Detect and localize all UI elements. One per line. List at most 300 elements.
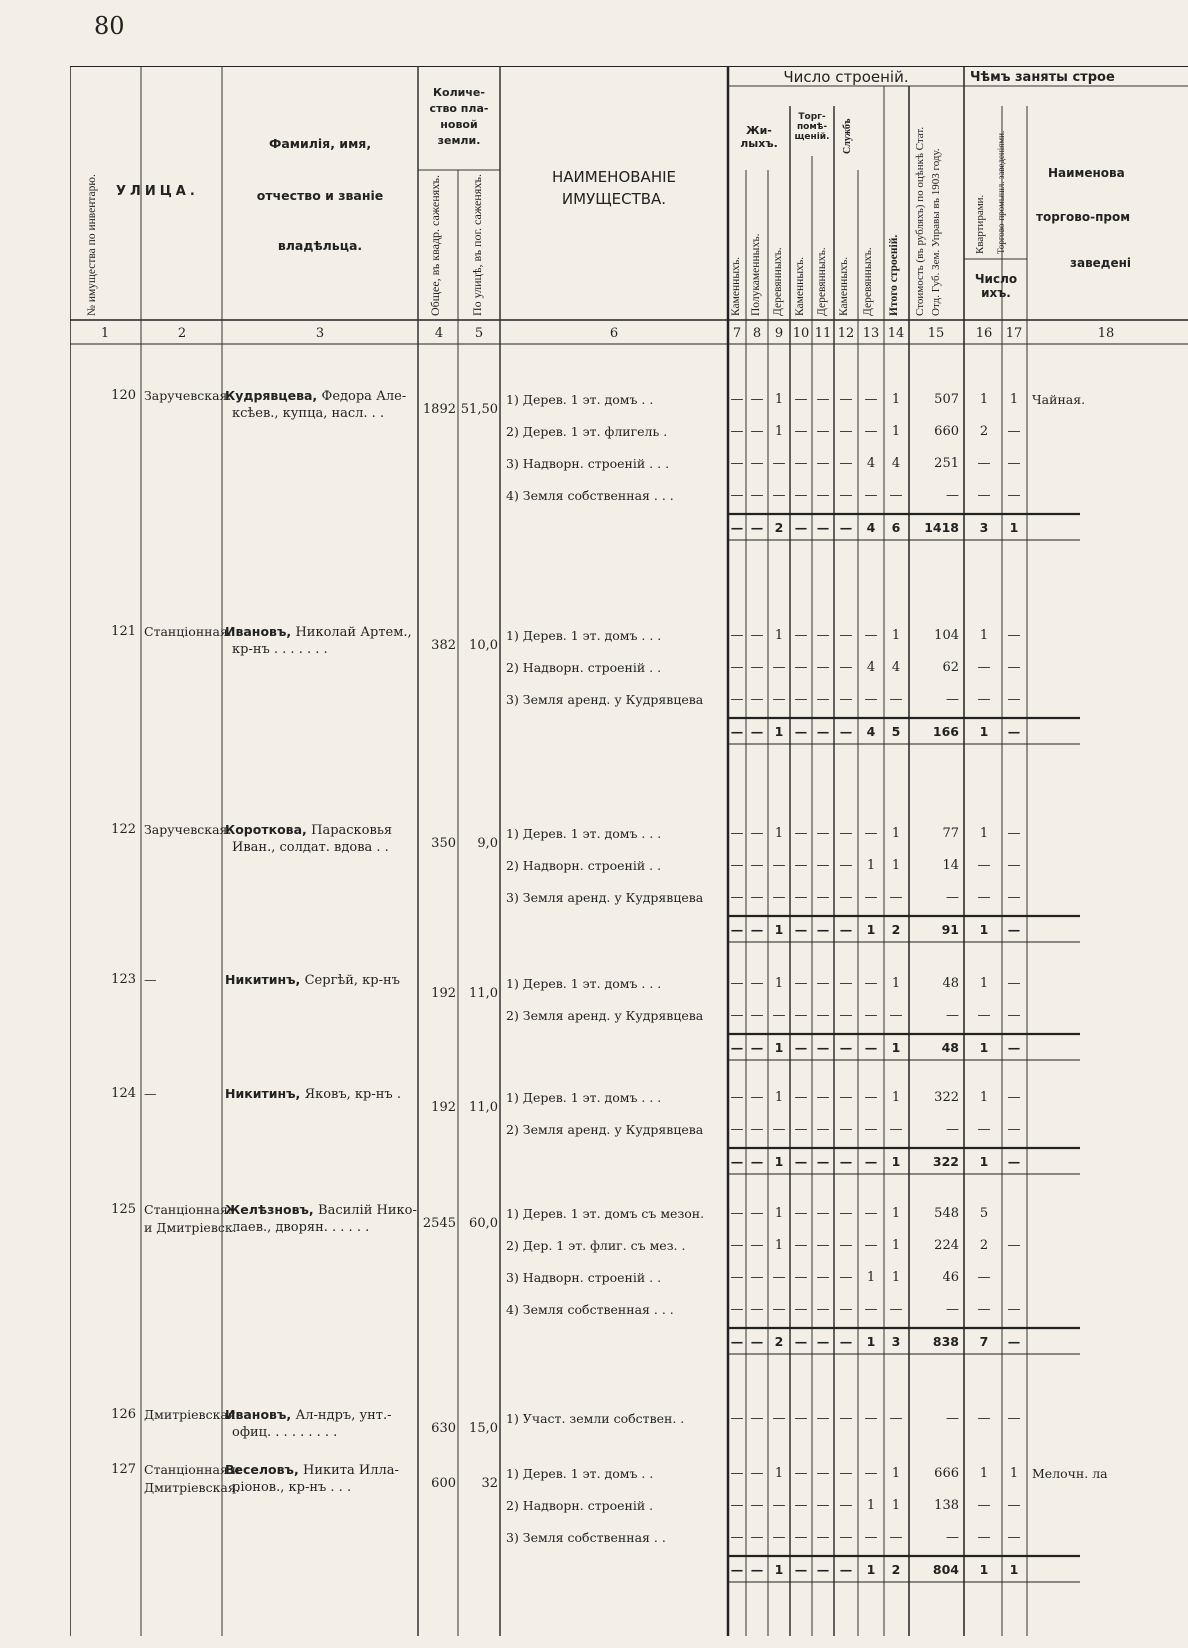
building-count: —	[816, 1238, 830, 1253]
building-count: —	[730, 488, 744, 503]
apartments-count: —	[977, 692, 991, 707]
building-count: —	[772, 858, 786, 873]
building-count: —	[772, 488, 786, 503]
building-count: —	[794, 1090, 808, 1105]
building-count: —	[730, 1238, 744, 1253]
building-count: —	[750, 1206, 764, 1221]
trade-count: —	[1007, 1008, 1021, 1023]
total-building-count: —	[816, 520, 830, 535]
building-count: —	[864, 1008, 878, 1023]
column-number: 17	[1005, 326, 1023, 341]
valuation: 104	[934, 628, 959, 643]
header-col13: Деревянныхъ.	[862, 247, 874, 316]
street-name: —	[144, 972, 157, 987]
property-item: 3) Надворн. строеній . . .	[506, 456, 670, 471]
street-name: Станціонная.	[144, 624, 232, 639]
building-count: 1	[774, 1238, 784, 1253]
property-item: 3) Земля собственная . .	[506, 1530, 666, 1545]
owner-surname: Никитинъ,	[225, 1086, 305, 1101]
property-item: 4) Земля собственная . . .	[506, 488, 674, 503]
building-count: —	[750, 628, 764, 643]
trade-count: —	[1007, 1090, 1021, 1105]
property-item: 2) Земля аренд. у Кудрявцева	[506, 1008, 704, 1023]
total-building-count: —	[839, 520, 853, 535]
owner-surname: Желѣзновъ,	[225, 1202, 319, 1217]
building-count: —	[864, 1122, 878, 1137]
header-land-title-4: земли.	[437, 134, 481, 147]
total-building-count: —	[730, 922, 744, 937]
trade-count: —	[1007, 692, 1021, 707]
inventory-number: 125	[111, 1202, 136, 1217]
building-count: —	[794, 456, 808, 471]
building-count: 1	[891, 1206, 901, 1221]
street-name: Станціонная и	[144, 1462, 241, 1477]
building-count: —	[750, 1466, 764, 1481]
land-area: 600	[431, 1476, 456, 1491]
building-count: —	[839, 424, 853, 439]
trade-count: —	[1007, 1302, 1021, 1317]
apartments-count: —	[977, 488, 991, 503]
building-count: —	[864, 424, 878, 439]
total-building-count: —	[816, 1154, 830, 1169]
property-item: 1) Дерев. 1 эт. домъ . .	[506, 1466, 654, 1481]
trade-count: —	[1007, 1238, 1021, 1253]
building-count: —	[750, 826, 764, 841]
building-count: —	[750, 858, 764, 873]
valuation: 251	[934, 456, 959, 471]
valuation: —	[946, 488, 959, 503]
apartments-count: 1	[979, 628, 989, 643]
building-count: —	[864, 1466, 878, 1481]
building-count: —	[794, 826, 808, 841]
owner-surname: Ивановъ,	[225, 624, 296, 639]
column-number: 8	[752, 326, 762, 341]
apartments-count: 1	[979, 826, 989, 841]
property-item: 1) Дерев. 1 эт. домъ . . .	[506, 826, 662, 841]
total-valuation: 322	[932, 1154, 959, 1169]
header-owner-line1: Фамилія, имя,	[268, 136, 372, 151]
building-count: —	[730, 1122, 744, 1137]
building-count: —	[794, 1270, 808, 1285]
total-building-count: 1	[774, 1562, 784, 1577]
inventory-table	[70, 66, 1188, 1636]
total-building-count: —	[730, 520, 744, 535]
building-count: 1	[891, 424, 901, 439]
street-frontage: 51,50	[460, 402, 498, 417]
trade-count: 1	[1009, 1466, 1019, 1481]
total-building-count: —	[816, 1562, 830, 1577]
building-count: —	[864, 1206, 878, 1221]
owner-status: офиц. . . . . . . . .	[232, 1425, 338, 1440]
owner-surname: Кудрявцева,	[225, 388, 322, 403]
building-count: —	[794, 1498, 808, 1513]
building-count: 1	[774, 424, 784, 439]
building-count: —	[794, 424, 808, 439]
property-item: 3) Земля аренд. у Кудрявцева	[506, 890, 704, 905]
building-count: —	[730, 976, 744, 991]
total-building-count: 1	[866, 922, 876, 937]
owner-surname: Никитинъ,	[225, 972, 305, 987]
building-count: 4	[891, 456, 901, 471]
total-valuation: 48	[941, 1040, 959, 1055]
total-apartments: 1	[979, 1040, 989, 1055]
valuation: —	[946, 1302, 959, 1317]
building-count: —	[864, 1090, 878, 1105]
property-item: 1) Дерев. 1 эт. домъ . .	[506, 392, 654, 407]
header-col11: Деревянныхъ.	[816, 247, 828, 316]
property-item: 1) Дерев. 1 эт. домъ . . .	[506, 628, 662, 643]
total-building-count: 5	[891, 724, 901, 739]
owner-surname: Веселовъ,	[225, 1462, 304, 1477]
building-count: 1	[891, 858, 901, 873]
owner-status: кр-нъ . . . . . . .	[232, 642, 328, 657]
column-number: 10	[792, 326, 810, 341]
valuation: 507	[934, 392, 959, 407]
street-name: Дмитріевская.	[144, 1407, 240, 1422]
column-number: 6	[609, 326, 619, 341]
building-count: —	[794, 976, 808, 991]
valuation: —	[946, 1122, 959, 1137]
header-owner-line3: владѣльца.	[277, 238, 363, 253]
column-number: 9	[774, 326, 784, 341]
street-name: и Дмитріевск.	[144, 1220, 237, 1235]
building-count: —	[730, 456, 744, 471]
total-building-count: —	[750, 1334, 764, 1349]
apartments-count: —	[977, 1498, 991, 1513]
building-count: —	[794, 858, 808, 873]
valuation: —	[946, 890, 959, 905]
building-count: —	[816, 1206, 830, 1221]
valuation: 46	[942, 1270, 959, 1285]
valuation: 666	[934, 1466, 959, 1481]
column-number: 7	[732, 326, 742, 341]
apartments-count: 5	[979, 1206, 989, 1221]
building-count: —	[730, 628, 744, 643]
header-inventory-number: № имущества по инвентарю.	[86, 174, 98, 316]
total-building-count: —	[839, 1040, 853, 1055]
total-building-count: 1	[774, 724, 784, 739]
building-count: —	[772, 1302, 786, 1317]
total-building-count: —	[794, 1334, 808, 1349]
header-col17: Торгово-промышл. заведеніями.	[996, 130, 1006, 254]
building-count: —	[730, 1302, 744, 1317]
building-count: —	[750, 1238, 764, 1253]
building-count: —	[730, 1090, 744, 1105]
column-number: 16	[975, 326, 993, 341]
building-count: 1	[891, 826, 901, 841]
owner-name	[225, 1407, 392, 1423]
valuation: 548	[934, 1206, 959, 1221]
valuation: —	[946, 692, 959, 707]
owner-given-names: Яковъ, кр-нъ .	[304, 1087, 401, 1102]
total-building-count: 2	[891, 1562, 901, 1577]
total-building-count: —	[864, 1040, 878, 1055]
building-count: —	[839, 858, 853, 873]
valuation: 322	[934, 1090, 959, 1105]
apartments-count: —	[977, 1302, 991, 1317]
total-valuation: 804	[932, 1562, 959, 1577]
header-col7: Каменныхъ.	[730, 256, 742, 316]
owner-surname: Ивановъ,	[225, 1407, 296, 1422]
building-count: —	[864, 1302, 878, 1317]
building-count: —	[889, 1302, 903, 1317]
building-count: —	[794, 1530, 808, 1545]
street-name: Заручевская.	[144, 822, 232, 837]
building-count: —	[816, 976, 830, 991]
building-count: 1	[774, 1090, 784, 1105]
owner-given-names: Никита Илла-	[303, 1463, 399, 1478]
land-area: 192	[431, 1100, 456, 1115]
trade-count: —	[1007, 628, 1021, 643]
street-frontage: 32	[481, 1476, 498, 1491]
building-count: —	[730, 890, 744, 905]
total-building-count: —	[730, 724, 744, 739]
total-building-count: 1	[774, 1154, 784, 1169]
valuation: 660	[934, 424, 959, 439]
column-number: 13	[862, 326, 880, 341]
apartments-count: 1	[979, 1466, 989, 1481]
building-count: —	[750, 1270, 764, 1285]
apartments-count: 2	[979, 424, 989, 439]
owner-name	[225, 624, 412, 640]
owner-name	[225, 388, 406, 404]
trade-count: —	[1007, 1498, 1021, 1513]
header-col15: Стоимость (въ рубляхъ) по оцѣнкѣ Стат. Отд. Губ. Зем. Управы въ 1903 году.	[914, 126, 942, 316]
building-count: —	[772, 692, 786, 707]
header-col16: Квартирами.	[974, 194, 986, 254]
building-count: 1	[774, 1466, 784, 1481]
building-count: —	[816, 1270, 830, 1285]
header-street-frontage: По улицѣ, въ пог. саженяхъ.	[470, 174, 484, 316]
total-building-count: —	[730, 1154, 744, 1169]
total-trade: 1	[1009, 1562, 1019, 1577]
apartments-count: —	[977, 1008, 991, 1023]
building-count: —	[750, 1411, 764, 1426]
total-trade: —	[1007, 724, 1021, 739]
building-count: —	[794, 1466, 808, 1481]
owner-given-names: Николай Артем.,	[295, 625, 412, 640]
valuation: 138	[934, 1498, 959, 1513]
building-count: —	[889, 1122, 903, 1137]
total-building-count: —	[794, 1040, 808, 1055]
building-count: 4	[891, 660, 901, 675]
building-count: —	[864, 826, 878, 841]
building-count: —	[839, 890, 853, 905]
total-apartments: 1	[979, 1154, 989, 1169]
building-count: —	[816, 1302, 830, 1317]
header-property-line1: НАИМЕНОВАНІЕ	[552, 168, 676, 186]
column-number: 5	[474, 326, 484, 341]
building-count: 1	[866, 858, 876, 873]
building-count: —	[730, 1008, 744, 1023]
building-count: 1	[891, 1090, 901, 1105]
apartments-count: 1	[979, 1090, 989, 1105]
building-count: —	[839, 1238, 853, 1253]
total-building-count: 1	[774, 1040, 784, 1055]
building-count: —	[730, 692, 744, 707]
total-apartments: 1	[979, 1562, 989, 1577]
owner-name	[225, 972, 400, 988]
apartments-count: —	[977, 456, 991, 471]
header-col18-line1: Наименова	[1048, 166, 1125, 180]
building-count: —	[839, 1466, 853, 1481]
land-area: 1892	[422, 402, 456, 417]
building-count: —	[839, 826, 853, 841]
total-building-count: —	[750, 724, 764, 739]
total-building-count: —	[750, 1154, 764, 1169]
land-area: 382	[431, 638, 456, 653]
apartments-count: —	[977, 660, 991, 675]
owner-status: лаев., дворян. . . . . .	[232, 1220, 370, 1235]
total-trade: —	[1007, 1154, 1021, 1169]
column-number: 4	[434, 326, 444, 341]
trade-count: —	[1007, 858, 1021, 873]
total-building-count: —	[794, 922, 808, 937]
building-count: —	[889, 890, 903, 905]
total-building-count: 1	[866, 1334, 876, 1349]
street-name: Станціонная.	[144, 1202, 232, 1217]
owner-given-names: Ал-ндръ, унт.-	[295, 1408, 392, 1423]
building-count: —	[839, 692, 853, 707]
building-count: —	[750, 660, 764, 675]
building-count: —	[794, 660, 808, 675]
building-count: —	[816, 1498, 830, 1513]
building-count: —	[864, 890, 878, 905]
building-count: —	[750, 392, 764, 407]
owner-given-names: Парасковья	[311, 823, 393, 838]
apartments-count: —	[977, 1411, 991, 1426]
building-count: 1	[774, 976, 784, 991]
total-apartments: 1	[979, 724, 989, 739]
building-count: —	[864, 692, 878, 707]
building-count: —	[730, 1498, 744, 1513]
total-apartments: 1	[979, 922, 989, 937]
total-building-count: 1	[774, 922, 784, 937]
street-name: Дмитріевская.	[144, 1480, 240, 1495]
building-count: —	[730, 424, 744, 439]
header-land-title-1: Количе-	[433, 86, 485, 99]
total-building-count: —	[750, 1562, 764, 1577]
trade-count: —	[1007, 890, 1021, 905]
building-count: —	[750, 1008, 764, 1023]
building-count: —	[839, 1530, 853, 1545]
land-area: 2545	[422, 1216, 456, 1231]
building-count: —	[889, 1411, 903, 1426]
building-count: —	[816, 890, 830, 905]
building-count: —	[730, 660, 744, 675]
building-count: —	[839, 1411, 853, 1426]
building-count: 1	[774, 392, 784, 407]
inventory-number: 121	[111, 624, 136, 639]
property-item: 2) Земля аренд. у Кудрявцева	[506, 1122, 704, 1137]
building-count: —	[839, 1302, 853, 1317]
building-count: —	[750, 692, 764, 707]
total-valuation: 166	[932, 724, 959, 739]
building-count: —	[794, 1122, 808, 1137]
column-number: 1	[100, 326, 110, 341]
property-item: 2) Дер. 1 эт. флиг. съ мез. .	[506, 1238, 686, 1253]
building-count: 1	[891, 1498, 901, 1513]
building-count: —	[839, 456, 853, 471]
total-building-count: —	[839, 1334, 853, 1349]
header-col8: Полукаменныхъ.	[750, 233, 762, 316]
inventory-number: 120	[111, 388, 136, 403]
building-count: —	[839, 1498, 853, 1513]
building-count: —	[816, 1466, 830, 1481]
column-number: 3	[315, 326, 325, 341]
header-col14: Итого строеній.	[888, 234, 900, 316]
header-col10: Каменныхъ.	[794, 256, 806, 316]
building-count: 1	[891, 392, 901, 407]
apartments-count: —	[977, 1122, 991, 1137]
building-count: —	[816, 1530, 830, 1545]
total-trade: —	[1007, 1040, 1021, 1055]
total-building-count: —	[816, 724, 830, 739]
owner-status: ксѣев., купца, насл. . .	[232, 406, 385, 421]
building-count: —	[816, 1411, 830, 1426]
street-frontage: 11,0	[469, 986, 498, 1001]
building-count: —	[794, 1302, 808, 1317]
owner-status: Иван., солдат. вдова . .	[232, 840, 389, 855]
header-area-total: Общее, въ квадр. саженяхъ.	[428, 175, 442, 316]
header-land-title-3: новой	[440, 118, 478, 131]
land-area: 192	[431, 986, 456, 1001]
street-frontage: 10,0	[469, 638, 498, 653]
trade-count: —	[1007, 660, 1021, 675]
trade-name: Чайная.	[1032, 392, 1086, 407]
building-count: 1	[891, 1238, 901, 1253]
apartments-count: —	[977, 1530, 991, 1545]
building-count: —	[864, 976, 878, 991]
trade-count: —	[1007, 826, 1021, 841]
building-count: —	[772, 1270, 786, 1285]
valuation: —	[946, 1411, 959, 1426]
building-count: —	[730, 826, 744, 841]
trade-count: —	[1007, 1122, 1021, 1137]
trade-count: —	[1007, 1411, 1021, 1426]
total-valuation: 1418	[924, 520, 959, 535]
building-count: —	[839, 1206, 853, 1221]
building-count: —	[864, 1530, 878, 1545]
property-item: 1) Участ. земли собствен. .	[506, 1411, 685, 1426]
building-count: —	[794, 1008, 808, 1023]
inventory-number: 123	[111, 972, 136, 987]
street-frontage: 9,0	[477, 836, 498, 851]
header-owner-line2: отчество и званіе	[256, 188, 384, 203]
building-count: 1	[774, 1206, 784, 1221]
building-count: —	[794, 488, 808, 503]
valuation: 77	[942, 826, 959, 841]
trade-count: —	[1007, 976, 1021, 991]
building-count: —	[816, 1090, 830, 1105]
building-count: —	[730, 858, 744, 873]
column-number: 18	[1097, 326, 1115, 341]
total-building-count: —	[839, 724, 853, 739]
building-count: —	[839, 1122, 853, 1137]
inventory-number: 122	[111, 822, 136, 837]
total-building-count: 2	[891, 922, 901, 937]
building-count: —	[816, 424, 830, 439]
building-count: —	[794, 1238, 808, 1253]
building-count: —	[816, 456, 830, 471]
column-number: 15	[927, 326, 945, 341]
building-count: —	[750, 976, 764, 991]
total-building-count: —	[839, 1562, 853, 1577]
apartments-count: —	[977, 1270, 991, 1285]
owner-surname: Короткова,	[225, 822, 312, 837]
building-count: —	[794, 1206, 808, 1221]
apartments-count: 2	[979, 1238, 989, 1253]
